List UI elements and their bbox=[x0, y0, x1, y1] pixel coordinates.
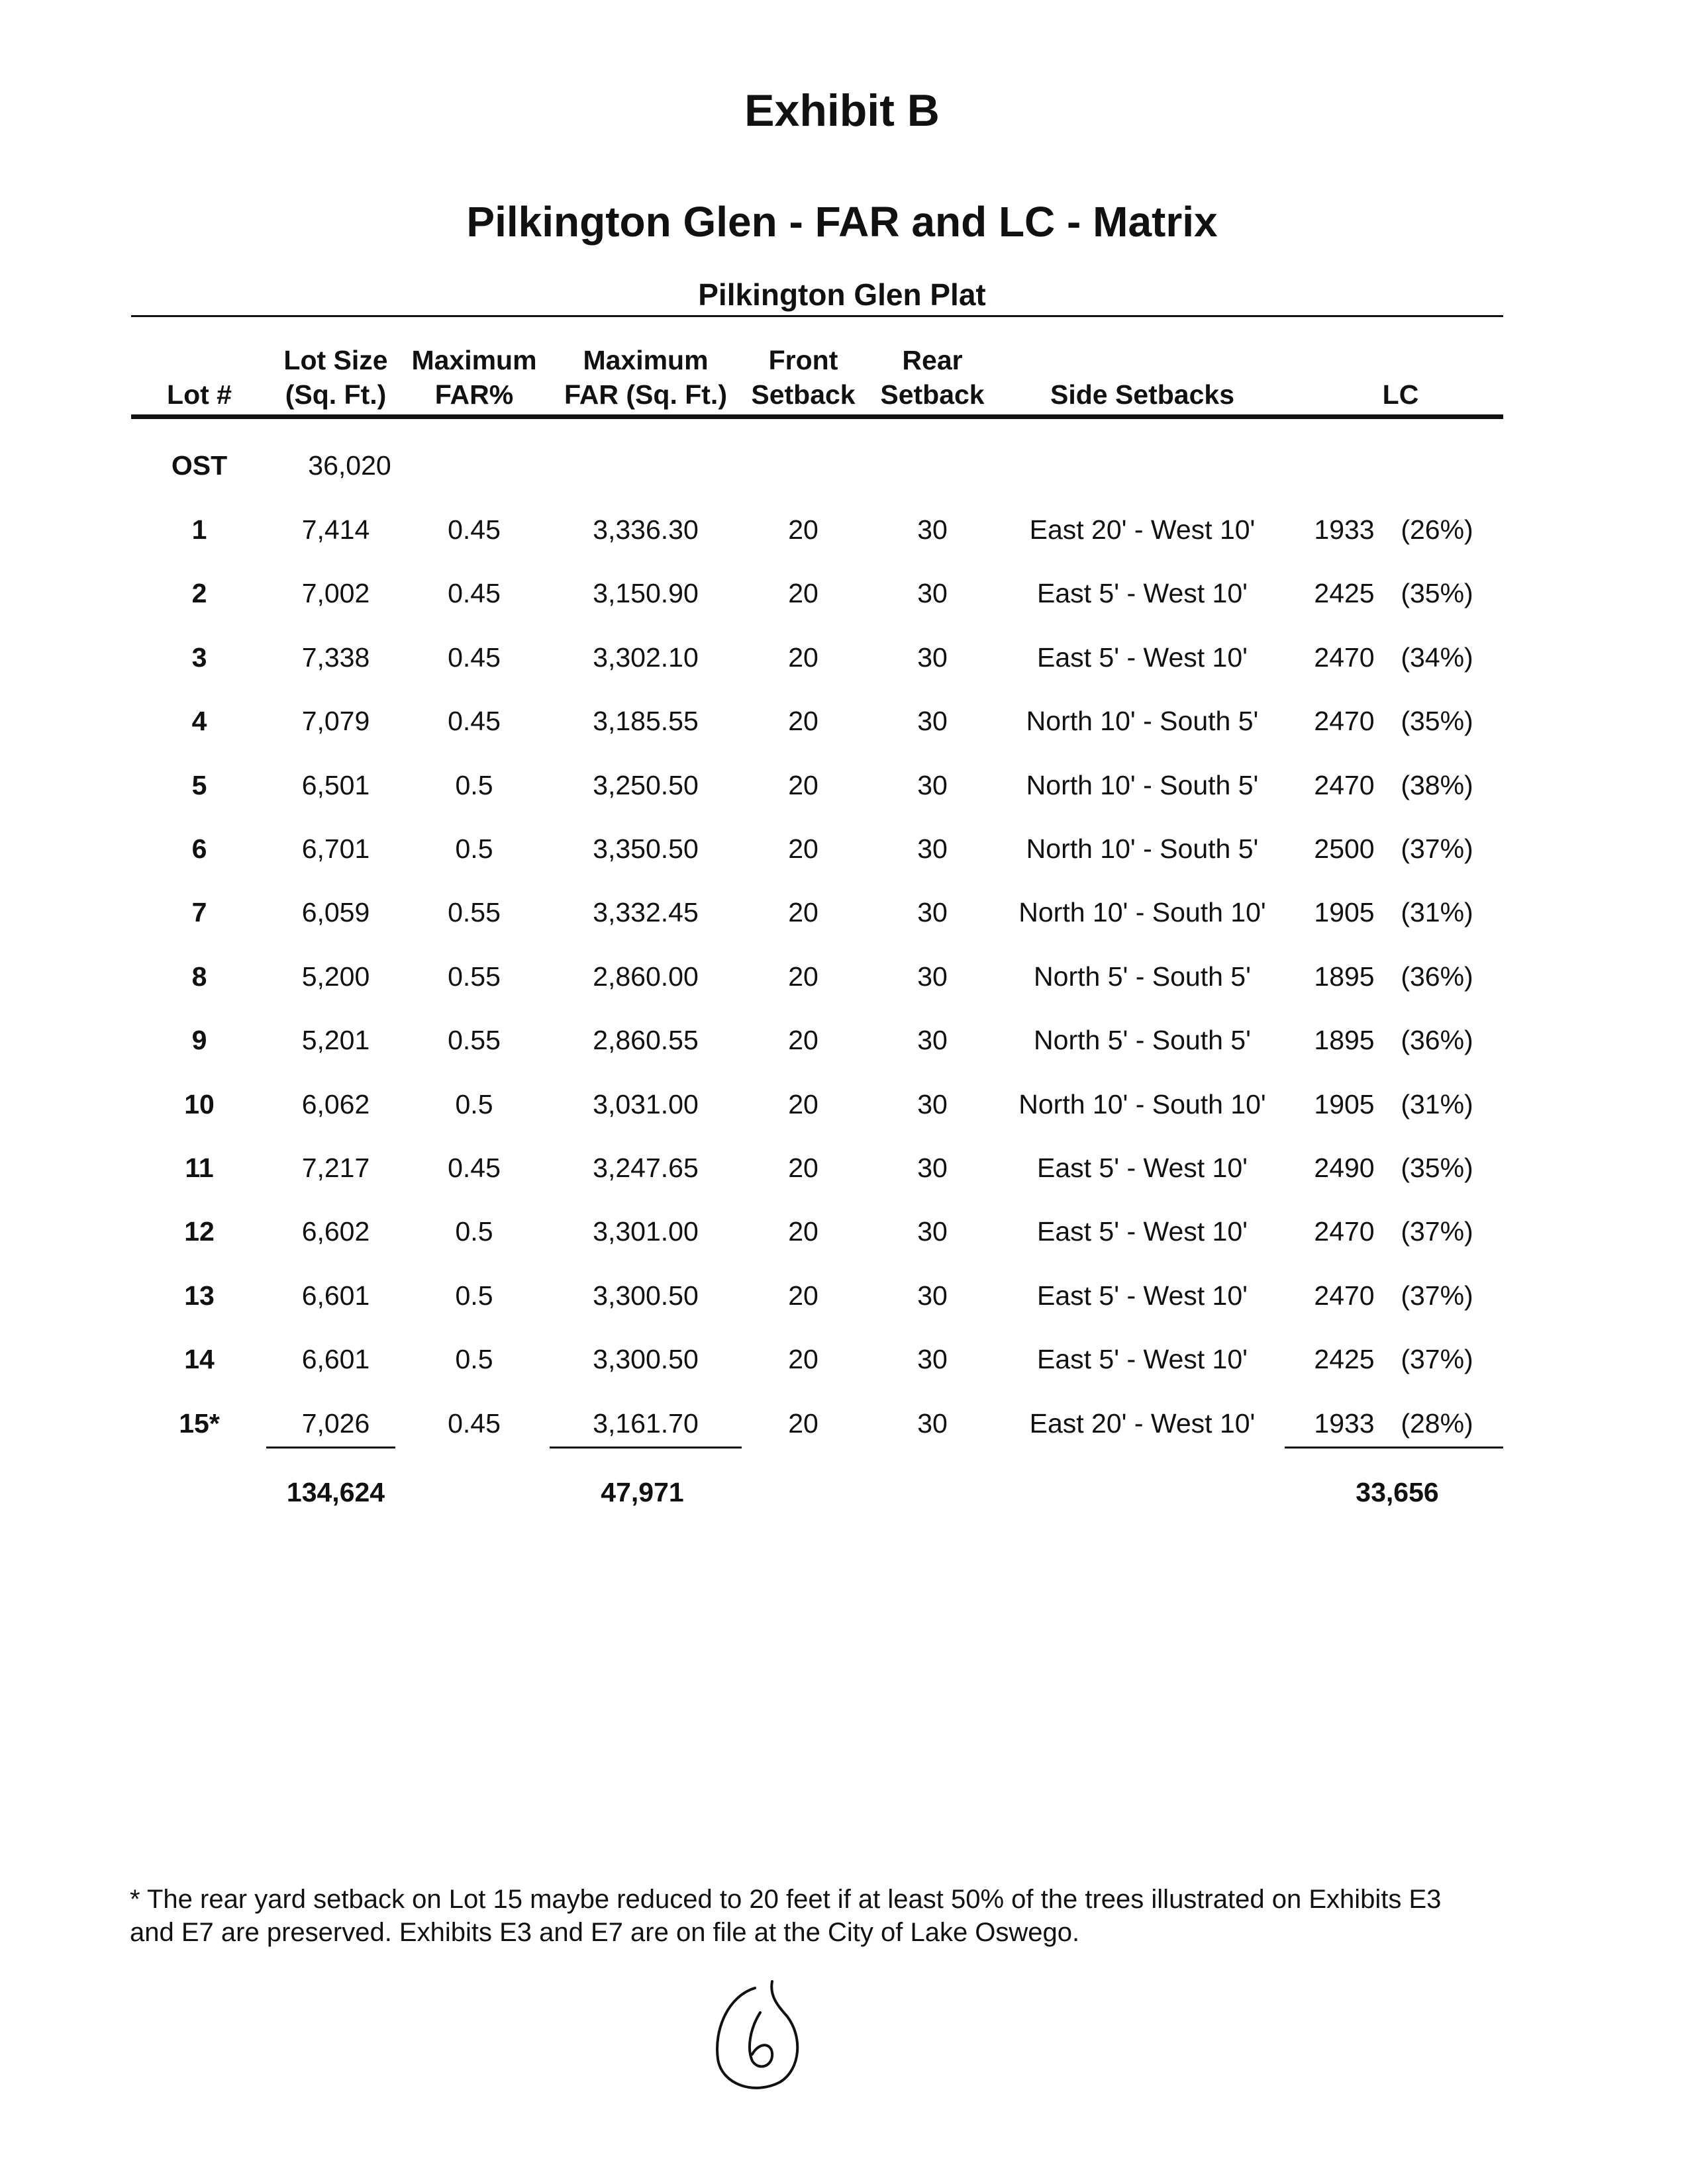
lc-value: 2470 bbox=[1314, 1216, 1375, 1247]
lot-size: 6,601 bbox=[301, 1344, 370, 1374]
header-lot-size-line-1: Lot Size bbox=[283, 345, 388, 375]
front-setback: 20 bbox=[788, 770, 818, 800]
lot-size: 5,201 bbox=[301, 1025, 370, 1055]
total-max-far-sqft: 47,971 bbox=[601, 1477, 684, 1507]
rear-setback: 30 bbox=[917, 578, 948, 608]
lc-value: 2470 bbox=[1314, 770, 1375, 800]
top-rule bbox=[131, 315, 1503, 317]
lc-value: 1933 bbox=[1314, 514, 1375, 545]
lc-value: 1895 bbox=[1314, 961, 1375, 992]
max-far-sqft: 3,031.00 bbox=[593, 1089, 699, 1119]
side-setbacks: East 5' - West 10' bbox=[1037, 642, 1248, 673]
total-lot-size: 134,624 bbox=[286, 1477, 385, 1507]
total-lc: 33,656 bbox=[1356, 1477, 1439, 1507]
lot-size-total-rule bbox=[266, 1447, 395, 1448]
front-setback: 20 bbox=[788, 1216, 818, 1247]
far-total-rule bbox=[550, 1447, 742, 1448]
header-front-setback-line-1: Front bbox=[768, 345, 838, 375]
side-setbacks: North 10' - South 10' bbox=[1018, 897, 1266, 927]
lc-value: 2470 bbox=[1314, 706, 1375, 736]
rear-setback: 30 bbox=[917, 1025, 948, 1055]
lc-percent: (26%) bbox=[1401, 514, 1473, 545]
header-rule bbox=[131, 414, 1503, 419]
footnote-line-1: * The rear yard setback on Lot 15 maybe reduced to 20 feet if at least 50% of the trees illustrated on Exhibits E3 bbox=[130, 1885, 1442, 1914]
header-max-far-sqft-line-1: Maximum bbox=[583, 345, 709, 375]
lot-number: 10 bbox=[184, 1089, 215, 1119]
lot-size: 6,701 bbox=[301, 833, 370, 864]
max-far-sqft: 3,247.65 bbox=[593, 1153, 699, 1183]
lot-number: 12 bbox=[184, 1216, 215, 1247]
header-lc-line-1: LC bbox=[1382, 379, 1419, 410]
lc-percent: (36%) bbox=[1401, 961, 1473, 992]
max-far-pct: 0.5 bbox=[455, 1089, 493, 1119]
lot-number: 5 bbox=[191, 770, 207, 800]
lot-number: 11 bbox=[185, 1153, 214, 1183]
front-setback: 20 bbox=[788, 1153, 818, 1183]
front-setback: 20 bbox=[788, 642, 818, 673]
max-far-sqft: 3,350.50 bbox=[593, 833, 699, 864]
max-far-sqft: 3,300.50 bbox=[593, 1280, 699, 1311]
rear-setback: 30 bbox=[917, 1153, 948, 1183]
max-far-sqft: 3,185.55 bbox=[593, 706, 699, 736]
front-setback: 20 bbox=[788, 1344, 818, 1374]
exhibit-label: Exhibit B bbox=[744, 85, 940, 136]
lc-percent: (38%) bbox=[1401, 770, 1473, 800]
max-far-pct: 0.45 bbox=[448, 1153, 501, 1183]
footnote bbox=[130, 1883, 1520, 1949]
max-far-pct: 0.45 bbox=[448, 514, 501, 545]
lot-number: 6 bbox=[191, 833, 207, 864]
side-setbacks: North 5' - South 5' bbox=[1034, 961, 1251, 992]
lc-percent: (34%) bbox=[1401, 642, 1473, 673]
rear-setback: 30 bbox=[917, 1280, 948, 1311]
lot-size: 7,217 bbox=[301, 1153, 370, 1183]
max-far-sqft: 2,860.00 bbox=[593, 961, 699, 992]
header-rear-setback-line-2: Setback bbox=[880, 379, 985, 410]
lc-percent: (37%) bbox=[1401, 1280, 1473, 1311]
front-setback: 20 bbox=[788, 706, 818, 736]
lc-percent: (37%) bbox=[1401, 1344, 1473, 1374]
lc-value: 1905 bbox=[1314, 1089, 1375, 1119]
lc-percent: (35%) bbox=[1401, 706, 1473, 736]
lot-number: 7 bbox=[191, 897, 207, 927]
side-setbacks: North 10' - South 10' bbox=[1018, 1089, 1266, 1119]
lot-size: 6,602 bbox=[301, 1216, 370, 1247]
rear-setback: 30 bbox=[917, 770, 948, 800]
max-far-pct: 0.5 bbox=[455, 1344, 493, 1374]
header-lot-number-line-1: Lot # bbox=[167, 379, 232, 410]
header-max-far-pct-line-1: Maximum bbox=[411, 345, 537, 375]
side-setbacks: North 10' - South 5' bbox=[1026, 706, 1259, 736]
rear-setback: 30 bbox=[917, 897, 948, 927]
lot-number: 8 bbox=[191, 961, 207, 992]
lot-number: 9 bbox=[191, 1025, 207, 1055]
max-far-sqft: 3,161.70 bbox=[593, 1408, 699, 1439]
lot-size: 6,059 bbox=[301, 897, 370, 927]
rear-setback: 30 bbox=[917, 1408, 948, 1439]
lot-number: 15* bbox=[179, 1408, 220, 1439]
lot-size: 5,200 bbox=[301, 961, 370, 992]
front-setback: 20 bbox=[788, 961, 818, 992]
lc-value: 1905 bbox=[1314, 897, 1375, 927]
lot-number: 2 bbox=[191, 578, 207, 608]
max-far-pct: 0.55 bbox=[448, 961, 501, 992]
rear-setback: 30 bbox=[917, 706, 948, 736]
lc-value: 2470 bbox=[1314, 1280, 1375, 1311]
max-far-sqft: 3,302.10 bbox=[593, 642, 699, 673]
lc-value: 2500 bbox=[1314, 833, 1375, 864]
lc-value: 1895 bbox=[1314, 1025, 1375, 1055]
lot-number: 13 bbox=[184, 1280, 215, 1311]
front-setback: 20 bbox=[788, 578, 818, 608]
lot-size: 6,601 bbox=[301, 1280, 370, 1311]
side-setbacks: East 20' - West 10' bbox=[1029, 514, 1256, 545]
max-far-pct: 0.5 bbox=[455, 770, 493, 800]
header-max-far-sqft-line-2: FAR (Sq. Ft.) bbox=[564, 379, 727, 410]
max-far-sqft: 2,860.55 bbox=[593, 1025, 699, 1055]
rear-setback: 30 bbox=[917, 833, 948, 864]
lot-size: 7,338 bbox=[301, 642, 370, 673]
lc-total-rule bbox=[1285, 1447, 1503, 1448]
lc-percent: (37%) bbox=[1401, 833, 1473, 864]
max-far-pct: 0.5 bbox=[455, 1216, 493, 1247]
lc-value: 2425 bbox=[1314, 578, 1375, 608]
lot-number: 3 bbox=[191, 642, 207, 673]
max-far-sqft: 3,301.00 bbox=[593, 1216, 699, 1247]
front-setback: 20 bbox=[788, 833, 818, 864]
side-setbacks: North 5' - South 5' bbox=[1034, 1025, 1251, 1055]
lc-value: 2470 bbox=[1314, 642, 1375, 673]
lot-number: 14 bbox=[184, 1344, 215, 1374]
lc-percent: (28%) bbox=[1401, 1408, 1473, 1439]
side-setbacks: East 5' - West 10' bbox=[1037, 1216, 1248, 1247]
lc-percent: (37%) bbox=[1401, 1216, 1473, 1247]
lc-percent: (35%) bbox=[1401, 578, 1473, 608]
lc-percent: (36%) bbox=[1401, 1025, 1473, 1055]
max-far-sqft: 3,150.90 bbox=[593, 578, 699, 608]
rear-setback: 30 bbox=[917, 1344, 948, 1374]
front-setback: 20 bbox=[788, 1408, 818, 1439]
max-far-sqft: 3,332.45 bbox=[593, 897, 699, 927]
front-setback: 20 bbox=[788, 1025, 818, 1055]
lot-number: 4 bbox=[191, 706, 207, 736]
lot-size: 6,501 bbox=[301, 770, 370, 800]
lc-value: 2490 bbox=[1314, 1153, 1375, 1183]
lc-percent: (35%) bbox=[1401, 1153, 1473, 1183]
side-setbacks: East 5' - West 10' bbox=[1037, 1280, 1248, 1311]
max-far-sqft: 3,336.30 bbox=[593, 514, 699, 545]
front-setback: 20 bbox=[788, 514, 818, 545]
max-far-pct: 0.45 bbox=[448, 1408, 501, 1439]
rear-setback: 30 bbox=[917, 961, 948, 992]
side-setbacks: East 5' - West 10' bbox=[1037, 1344, 1248, 1374]
rear-setback: 30 bbox=[917, 514, 948, 545]
side-setbacks: East 5' - West 10' bbox=[1037, 1153, 1248, 1183]
max-far-pct: 0.5 bbox=[455, 1280, 493, 1311]
side-setbacks: East 20' - West 10' bbox=[1029, 1408, 1256, 1439]
max-far-sqft: 3,250.50 bbox=[593, 770, 699, 800]
page-title: Pilkington Glen - FAR and LC - Matrix bbox=[466, 198, 1218, 246]
max-far-pct: 0.45 bbox=[448, 642, 501, 673]
header-side-setbacks-line-1: Side Setbacks bbox=[1050, 379, 1235, 410]
max-far-pct: 0.55 bbox=[448, 1025, 501, 1055]
ost-lot: OST bbox=[171, 450, 228, 481]
lot-size: 7,079 bbox=[301, 706, 370, 736]
lc-percent: (31%) bbox=[1401, 1089, 1473, 1119]
side-setbacks: North 10' - South 5' bbox=[1026, 833, 1259, 864]
header-max-far-pct-line-2: FAR% bbox=[434, 379, 514, 410]
max-far-pct: 0.55 bbox=[448, 897, 501, 927]
max-far-pct: 0.5 bbox=[455, 833, 493, 864]
lc-value: 2425 bbox=[1314, 1344, 1375, 1374]
side-setbacks: North 10' - South 5' bbox=[1026, 770, 1259, 800]
handwritten-page-number bbox=[709, 1976, 808, 2102]
lot-size: 7,002 bbox=[301, 578, 370, 608]
lot-number: 1 bbox=[191, 514, 207, 545]
lot-size: 6,062 bbox=[301, 1089, 370, 1119]
lot-size: 7,414 bbox=[301, 514, 370, 545]
table-caption: Pilkington Glen Plat bbox=[698, 277, 986, 312]
header-lot-size-line-2: (Sq. Ft.) bbox=[285, 379, 387, 410]
max-far-pct: 0.45 bbox=[448, 578, 501, 608]
rear-setback: 30 bbox=[917, 1216, 948, 1247]
rear-setback: 30 bbox=[917, 642, 948, 673]
rear-setback: 30 bbox=[917, 1089, 948, 1119]
ost-lot-size: 36,020 bbox=[308, 450, 391, 481]
lot-size: 7,026 bbox=[301, 1408, 370, 1439]
front-setback: 20 bbox=[788, 897, 818, 927]
front-setback: 20 bbox=[788, 1089, 818, 1119]
max-far-sqft: 3,300.50 bbox=[593, 1344, 699, 1374]
lc-value: 1933 bbox=[1314, 1408, 1375, 1439]
header-front-setback-line-2: Setback bbox=[751, 379, 856, 410]
front-setback: 20 bbox=[788, 1280, 818, 1311]
max-far-pct: 0.45 bbox=[448, 706, 501, 736]
footnote-line-2: and E7 are preserved. Exhibits E3 and E7 are on file at the City of Lake Oswego. bbox=[130, 1918, 1080, 1947]
header-rear-setback-line-1: Rear bbox=[902, 345, 963, 375]
lc-percent: (31%) bbox=[1401, 897, 1473, 927]
side-setbacks: East 5' - West 10' bbox=[1037, 578, 1248, 608]
